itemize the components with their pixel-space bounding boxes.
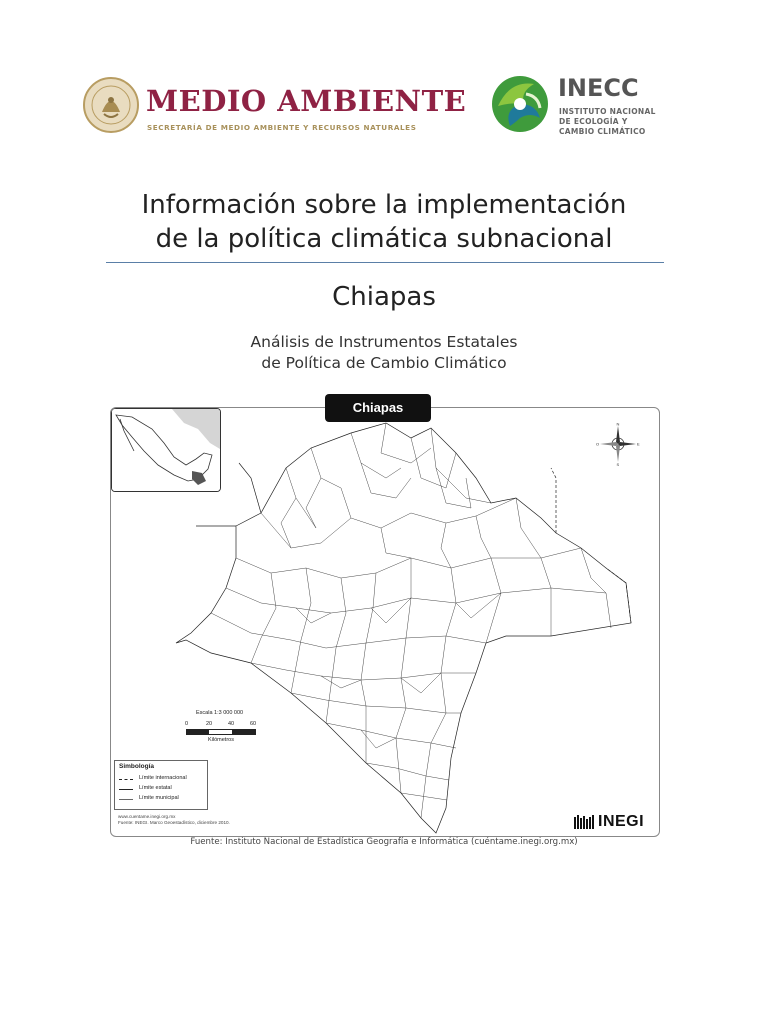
title-divider — [106, 262, 664, 263]
municipal-boundary — [251, 573, 276, 663]
map-legend — [114, 760, 208, 810]
municipal-boundary — [396, 558, 411, 793]
title-line: Información sobre la implementación — [141, 190, 627, 220]
legend-label: Límite municipal — [139, 795, 179, 801]
subtitle-line: de Política de Cambio Climático — [261, 354, 507, 372]
scale-unit: Kilómetros — [208, 737, 234, 743]
inecc-subtitle-line: INSTITUTO NACIONAL — [559, 107, 656, 116]
map-credits — [118, 814, 230, 826]
municipal-boundary — [281, 468, 296, 548]
municipal-boundary — [476, 516, 491, 558]
compass-label: O — [596, 441, 600, 447]
municipal-boundary — [361, 463, 411, 498]
logo-bar — [0, 70, 768, 150]
inecc-subtitle-line: CAMBIO CLIMÁTICO — [559, 127, 646, 136]
inecc-subtitle-line: DE ECOLOGÍA Y — [559, 117, 628, 126]
mexico-inset-map — [111, 408, 221, 492]
compass-label: E — [637, 441, 640, 447]
semarnat-title: MEDIO AMBIENTE — [146, 84, 467, 118]
municipal-boundary — [211, 613, 486, 648]
municipal-boundary — [251, 663, 476, 680]
scale-tick: 20 — [206, 721, 213, 727]
municipal-boundary — [411, 438, 456, 488]
municipal-boundary — [296, 608, 331, 623]
legend-label: Límite estatal — [139, 785, 172, 791]
inecc-emblem-icon — [490, 74, 550, 134]
compass-label: N — [616, 422, 620, 427]
international-border — [606, 568, 631, 623]
map-title-tab: Chiapas — [325, 394, 431, 422]
state-border-line — [239, 463, 261, 513]
inegi-logo-text: INEGI — [598, 813, 645, 830]
municipal-boundary — [436, 468, 471, 508]
municipal-boundary — [381, 528, 411, 558]
municipal-boundary — [456, 593, 501, 618]
figure-source: Fuente: Instituto Nacional de Estadística Geografía e Informática (cuéntame.inegi.org.mx) — [190, 837, 578, 847]
municipal-boundary — [351, 498, 516, 528]
municipal-boundary — [486, 558, 501, 643]
map-scale — [186, 710, 276, 746]
document-title — [0, 188, 768, 256]
municipal-boundary — [351, 433, 401, 478]
municipal-boundary — [261, 513, 351, 548]
municipal-boundary — [361, 730, 396, 748]
municipal-boundary — [366, 763, 449, 780]
state-name: Chiapas — [332, 282, 436, 312]
mexico-locator-map — [112, 409, 220, 491]
credit-line: Fuente: INEGI. Marco Geoestadístico, diciembre 2010. — [118, 820, 230, 825]
legend-label: Límite internacional — [139, 775, 187, 781]
scale-tick: 60 — [250, 721, 257, 727]
municipal-boundary — [381, 423, 431, 463]
scale-bar — [186, 729, 256, 735]
compass-rose-icon — [596, 422, 640, 466]
credit-line: www.cuentame.inegi.org.mx — [118, 814, 176, 819]
municipal-boundary — [186, 640, 211, 653]
international-border — [551, 468, 556, 533]
municipal-boundary — [226, 588, 606, 613]
municipal-boundary — [326, 723, 456, 748]
semarnat-logo — [82, 76, 467, 138]
document-subtitle — [0, 332, 768, 374]
municipal-boundary — [296, 478, 321, 528]
inecc-logo — [490, 74, 690, 138]
legend-title: Simbología — [119, 763, 155, 770]
compass-label: S — [616, 462, 620, 466]
municipal-boundary — [541, 558, 551, 636]
title-line: de la política climática subnacional — [155, 224, 613, 254]
subtitle-line: Análisis de Instrumentos Estatales — [250, 333, 518, 351]
inecc-subtitle — [559, 107, 679, 137]
scale-tick: 40 — [228, 721, 235, 727]
municipal-boundary — [311, 448, 351, 518]
municipal-boundary — [361, 573, 376, 763]
scale-title: Escala 1:3 000 000 — [196, 710, 244, 716]
inecc-title: INECC — [558, 74, 639, 102]
municipal-boundary — [421, 568, 456, 818]
municipal-boundary — [291, 568, 311, 693]
scale-tick: 0 — [185, 721, 189, 727]
municipal-boundary — [431, 428, 491, 503]
mexico-seal-icon — [82, 76, 140, 134]
municipal-boundary — [516, 498, 541, 558]
municipal-boundary — [291, 693, 461, 713]
semarnat-subtitle: SECRETARÍA DE MEDIO AMBIENTE Y RECURSOS NATURALES — [147, 123, 417, 132]
municipal-boundary — [441, 523, 451, 568]
municipal-boundary — [326, 578, 346, 723]
municipal-boundary — [371, 598, 411, 623]
municipal-boundary — [236, 548, 581, 578]
municipal-boundary — [401, 673, 441, 693]
inegi-bars-icon — [574, 815, 596, 829]
chiapas-map — [110, 407, 660, 837]
inegi-logo — [574, 813, 649, 831]
state-outline — [176, 423, 631, 833]
